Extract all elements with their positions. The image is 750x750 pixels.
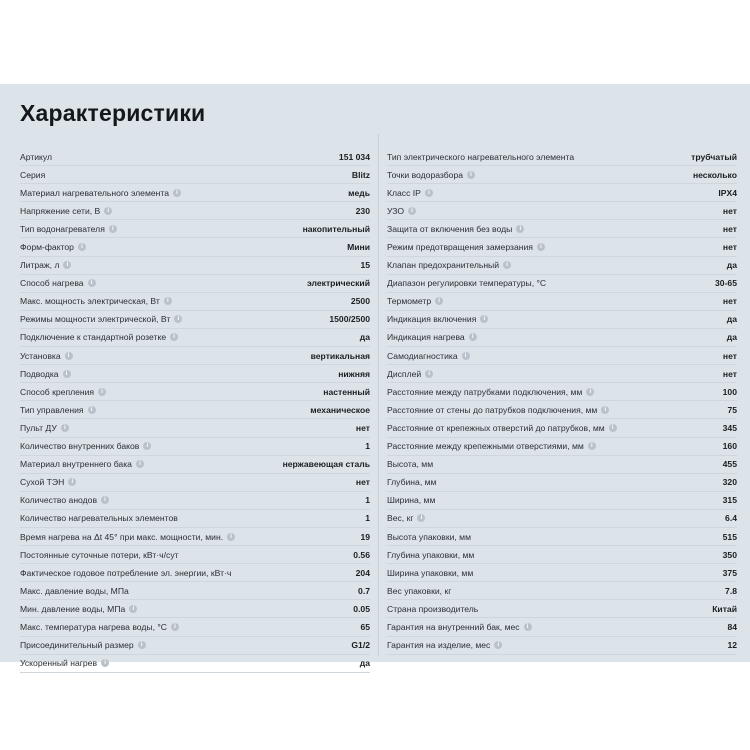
spec-label — [387, 405, 609, 415]
info-icon[interactable]: i — [63, 370, 71, 378]
spec-row — [20, 438, 370, 456]
spec-value: вертикальная — [310, 350, 370, 361]
spec-label — [20, 296, 172, 306]
spec-label — [20, 387, 106, 397]
spec-label-text: Самодиагностика — [387, 350, 458, 361]
spec-label-text: Расстояние от стены до патрубков подключения, мм — [387, 404, 598, 415]
spec-value: 160 — [722, 441, 737, 452]
spec-label-text: Мин. давление воды, МПа — [20, 603, 126, 614]
spec-value: да — [726, 314, 737, 325]
spec-label-text: Гарантия на изделие, мес — [387, 640, 491, 651]
spec-row — [20, 637, 370, 655]
spec-value: 65 — [360, 621, 370, 632]
spec-label — [20, 242, 86, 252]
spec-row — [20, 564, 370, 582]
spec-label-text: Ширина упаковки, мм — [387, 567, 474, 578]
spec-row — [20, 456, 370, 474]
spec-value: 6.4 — [725, 513, 737, 524]
spec-label — [387, 170, 475, 180]
info-icon[interactable]: i — [537, 243, 545, 251]
spec-label-text: Материал нагревательного элемента — [20, 187, 170, 198]
info-icon[interactable]: i — [469, 333, 477, 341]
spec-label-text: Способ крепления — [20, 386, 95, 397]
spec-value: 320 — [722, 477, 737, 488]
spec-value: нет — [722, 242, 737, 253]
spec-label-text: Режим предотвращения замерзания — [387, 242, 533, 253]
spec-row — [20, 347, 370, 365]
spec-label-text: Фактическое годовое потребление эл. энергии, кВт·ч — [20, 567, 232, 578]
spec-row — [20, 166, 370, 184]
spec-value: 455 — [722, 459, 737, 470]
spec-value: 350 — [722, 549, 737, 560]
spec-label — [20, 351, 73, 361]
spec-label — [20, 640, 146, 650]
spec-label — [20, 495, 109, 505]
spec-label-text: Тип управления — [20, 404, 84, 415]
spec-label — [387, 206, 416, 216]
spec-row — [387, 202, 737, 220]
info-icon[interactable]: i — [101, 659, 109, 667]
spec-label-text: Литраж, л — [20, 260, 60, 271]
spec-label — [20, 206, 112, 216]
info-icon[interactable]: i — [143, 442, 151, 450]
spec-label — [20, 513, 178, 523]
spec-row — [20, 365, 370, 383]
spec-label — [20, 459, 144, 469]
spec-row — [387, 600, 737, 618]
spec-row — [387, 492, 737, 510]
spec-row — [20, 329, 370, 347]
spec-row — [387, 329, 737, 347]
specs-column-left — [20, 148, 370, 669]
spec-label — [387, 296, 443, 306]
spec-label-text: Способ нагрева — [20, 278, 84, 289]
spec-label-text: Дисплей — [387, 368, 422, 379]
spec-row — [20, 510, 370, 528]
info-icon[interactable]: i — [136, 460, 144, 468]
spec-row — [20, 220, 370, 238]
spec-label-text: Присоединительный размер — [20, 640, 134, 651]
spec-label — [387, 495, 435, 505]
spec-label-text: Тип водонагревателя — [20, 223, 105, 234]
info-icon[interactable]: i — [65, 352, 73, 360]
info-icon[interactable]: i — [88, 279, 96, 287]
spec-value: 1 — [365, 441, 370, 452]
spec-label — [387, 224, 524, 234]
spec-label-text: Страна производитель — [387, 603, 479, 614]
spec-label — [387, 152, 574, 162]
spec-row — [387, 582, 737, 600]
spec-value: электрический — [306, 278, 370, 289]
spec-label — [20, 332, 178, 342]
info-icon[interactable]: i — [601, 406, 609, 414]
info-icon[interactable]: i — [417, 514, 425, 522]
spec-label-text: Класс IP — [387, 187, 421, 198]
spec-value: 1500/2500 — [329, 314, 370, 325]
spec-value: нет — [355, 422, 370, 433]
info-icon[interactable]: i — [173, 189, 181, 197]
spec-row — [20, 257, 370, 275]
spec-label — [387, 459, 433, 469]
spec-label-text: Количество нагревательных элементов — [20, 513, 178, 524]
info-icon[interactable]: i — [467, 171, 475, 179]
spec-row — [387, 166, 737, 184]
spec-row — [20, 600, 370, 618]
spec-label-text: Клапан предохранительный — [387, 260, 500, 271]
spec-label — [20, 152, 52, 162]
spec-value: нет — [722, 223, 737, 234]
specs-column-right — [387, 148, 737, 656]
spec-label-text: Режимы мощности электрической, Вт — [20, 314, 171, 325]
spec-label — [20, 369, 71, 379]
spec-label — [387, 242, 545, 252]
spec-row — [20, 655, 370, 673]
spec-label-text: Тип электрического нагревательного элемента — [387, 151, 575, 162]
column-divider — [378, 134, 379, 656]
spec-value: 0.56 — [353, 549, 370, 560]
spec-value: 230 — [355, 205, 370, 216]
spec-label-text: Высота упаковки, мм — [387, 531, 471, 542]
spec-label — [387, 260, 511, 270]
spec-row — [20, 582, 370, 600]
specs-panel — [0, 84, 750, 669]
info-icon[interactable]: i — [68, 478, 76, 486]
info-icon[interactable]: i — [435, 297, 443, 305]
spec-row — [387, 564, 737, 582]
spec-label — [387, 314, 488, 324]
spec-label — [20, 586, 129, 596]
spec-label — [20, 405, 96, 415]
spec-label — [387, 188, 433, 198]
spec-label-text: Время нагрева на Δt 45° при макс. мощности, мин. — [20, 531, 224, 542]
spec-label-text: Глубина, мм — [387, 477, 437, 488]
spec-value: Мини — [347, 242, 370, 253]
spec-label-text: Гарантия на внутренний бак, мес — [387, 621, 520, 632]
info-icon[interactable]: i — [170, 333, 178, 341]
spec-row — [20, 184, 370, 202]
spec-value: медь — [348, 187, 370, 198]
spec-label — [387, 423, 617, 433]
spec-row — [387, 220, 737, 238]
spec-row — [20, 148, 370, 166]
spec-row — [387, 546, 737, 564]
spec-row — [387, 456, 737, 474]
spec-label — [387, 387, 594, 397]
spec-row — [387, 365, 737, 383]
info-icon[interactable]: i — [98, 388, 106, 396]
spec-value: 2500 — [350, 296, 370, 307]
page-title: Характеристики — [20, 100, 206, 126]
info-icon[interactable]: i — [503, 261, 511, 269]
spec-row — [387, 528, 737, 546]
spec-label — [20, 314, 182, 324]
spec-row — [387, 618, 737, 636]
spec-label-text: Макс. давление воды, МПа — [20, 585, 129, 596]
spec-label-text: Глубина упаковки, мм — [387, 549, 475, 560]
spec-row — [387, 637, 737, 655]
info-icon[interactable]: i — [586, 388, 594, 396]
spec-label-text: Расстояние между патрубками подключения, мм — [387, 386, 583, 397]
info-icon[interactable]: i — [61, 424, 69, 432]
info-icon[interactable]: i — [425, 370, 433, 378]
spec-label-text: Вес, кг — [387, 513, 414, 524]
spec-label — [387, 550, 474, 560]
spec-label-text: Количество анодов — [20, 495, 98, 506]
spec-row — [387, 510, 737, 528]
spec-value: G1/2 — [351, 640, 370, 651]
info-icon[interactable]: i — [164, 297, 172, 305]
spec-label — [20, 423, 69, 433]
spec-value: 151 034 — [338, 151, 370, 162]
spec-label-text: Высота, мм — [387, 459, 434, 470]
spec-value: 375 — [722, 567, 737, 578]
info-icon[interactable]: i — [462, 352, 470, 360]
spec-row — [20, 383, 370, 401]
spec-value: 100 — [722, 386, 737, 397]
spec-label — [20, 188, 181, 198]
spec-row — [20, 618, 370, 636]
spec-row — [20, 202, 370, 220]
spec-value: 75 — [727, 404, 737, 415]
spec-label — [20, 278, 96, 288]
spec-row — [387, 148, 737, 166]
info-icon[interactable]: i — [174, 315, 182, 323]
spec-row — [387, 347, 737, 365]
spec-label-text: Термометр — [387, 296, 432, 307]
info-icon[interactable]: i — [88, 406, 96, 414]
spec-row — [387, 184, 737, 202]
info-icon[interactable]: i — [494, 641, 502, 649]
spec-value: нет — [722, 296, 737, 307]
spec-value: Blitz — [351, 169, 370, 180]
spec-label — [20, 622, 179, 632]
spec-value: 7.8 — [725, 585, 737, 596]
spec-label-text: Вес упаковки, кг — [387, 585, 452, 596]
info-icon[interactable]: i — [171, 623, 179, 631]
spec-label — [20, 170, 45, 180]
spec-value: 12 — [727, 640, 737, 651]
spec-label — [20, 224, 117, 234]
spec-label — [20, 260, 71, 270]
spec-value: 315 — [722, 495, 737, 506]
spec-label-text: Ширина, мм — [387, 495, 436, 506]
spec-value: да — [359, 332, 370, 343]
spec-label-text: Установка — [20, 350, 61, 361]
info-icon[interactable]: i — [63, 261, 71, 269]
spec-label-text: Напряжение сети, В — [20, 205, 101, 216]
info-icon[interactable]: i — [129, 605, 137, 613]
spec-row — [20, 401, 370, 419]
spec-value: нет — [722, 368, 737, 379]
spec-row — [387, 293, 737, 311]
spec-label-text: Расстояние от крепежных отверстий до патрубков, мм — [387, 422, 605, 433]
spec-value: 515 — [722, 531, 737, 542]
spec-label-text: Материал внутреннего бака — [20, 459, 132, 470]
spec-label-text: Макс. температура нагрева воды, °С — [20, 621, 167, 632]
spec-value: нержавеющая сталь — [282, 459, 370, 470]
spec-value: несколько — [692, 169, 737, 180]
spec-value: 30-65 — [715, 278, 737, 289]
spec-row — [387, 257, 737, 275]
spec-label-text: Диапазон регулировки температуры, °С — [387, 278, 547, 289]
spec-label — [387, 604, 478, 614]
spec-label-text: Форм-фактор — [20, 242, 74, 253]
spec-value: нет — [722, 350, 737, 361]
spec-label-text: Артикул — [20, 151, 53, 162]
spec-row — [387, 383, 737, 401]
spec-row — [20, 275, 370, 293]
spec-value: нет — [355, 477, 370, 488]
spec-row — [387, 474, 737, 492]
info-icon[interactable]: i — [609, 424, 617, 432]
spec-row — [20, 238, 370, 256]
spec-row — [20, 419, 370, 437]
spec-label-text: Сухой ТЭН — [20, 477, 65, 488]
spec-value: 1 — [365, 495, 370, 506]
spec-label — [20, 604, 137, 614]
info-icon[interactable]: i — [408, 207, 416, 215]
spec-row — [387, 419, 737, 437]
info-icon[interactable]: i — [138, 641, 146, 649]
info-icon[interactable]: i — [78, 243, 86, 251]
spec-label — [20, 532, 235, 542]
spec-label-text: Индикация нагрева — [387, 332, 465, 343]
spec-label — [20, 658, 109, 668]
spec-row — [20, 474, 370, 492]
spec-label — [387, 586, 451, 596]
spec-value: да — [726, 332, 737, 343]
spec-value: да — [726, 260, 737, 271]
spec-label — [387, 369, 433, 379]
info-icon[interactable]: i — [524, 623, 532, 631]
info-icon[interactable]: i — [425, 189, 433, 197]
info-icon[interactable]: i — [227, 533, 235, 541]
spec-value: 0.7 — [358, 585, 370, 596]
spec-row — [387, 401, 737, 419]
info-icon[interactable]: i — [480, 315, 488, 323]
spec-label-text: УЗО — [387, 205, 405, 216]
spec-row — [20, 546, 370, 564]
spec-label-text: Индикация включения — [387, 314, 477, 325]
spec-label-text: Макс. мощность электрическая, Вт — [20, 296, 160, 307]
info-icon[interactable]: i — [101, 496, 109, 504]
spec-value: трубчатый — [691, 151, 737, 162]
info-icon[interactable]: i — [516, 225, 524, 233]
spec-row — [20, 492, 370, 510]
spec-label — [387, 513, 425, 523]
spec-label — [387, 278, 546, 288]
spec-row — [387, 275, 737, 293]
spec-value: механическое — [310, 404, 370, 415]
spec-label — [20, 568, 231, 578]
spec-value: 19 — [360, 531, 370, 542]
spec-row — [20, 293, 370, 311]
info-icon[interactable]: i — [104, 207, 112, 215]
spec-label-text: Защита от включения без воды — [387, 223, 513, 234]
spec-value: настенный — [323, 386, 370, 397]
spec-value: нет — [722, 205, 737, 216]
spec-row — [20, 528, 370, 546]
spec-label — [387, 640, 502, 650]
spec-label — [20, 477, 76, 487]
spec-value: 0.05 — [353, 603, 370, 614]
spec-row — [387, 311, 737, 329]
spec-label-text: Серия — [20, 169, 46, 180]
spec-value: да — [359, 658, 370, 669]
spec-value: 15 — [360, 260, 370, 271]
spec-label-text: Точки водоразбора — [387, 169, 464, 180]
spec-label — [387, 441, 596, 451]
spec-label-text: Подводка — [20, 368, 59, 379]
spec-label-text: Постоянные суточные потери, кВт·ч/сут — [20, 549, 179, 560]
info-icon[interactable]: i — [109, 225, 117, 233]
spec-value: 204 — [355, 567, 370, 578]
spec-label — [387, 532, 471, 542]
spec-label — [387, 477, 436, 487]
spec-label-text: Расстояние между крепежными отверстиями, мм — [387, 441, 584, 452]
spec-label — [20, 441, 151, 451]
spec-label-text: Ускоренный нагрев — [20, 658, 98, 669]
spec-value: Китай — [712, 603, 737, 614]
spec-label — [387, 568, 473, 578]
spec-value: 1 — [365, 513, 370, 524]
spec-label — [387, 351, 470, 361]
spec-value: накопительный — [302, 223, 370, 234]
spec-label-text: Пульт ДУ — [20, 422, 57, 433]
info-icon[interactable]: i — [588, 442, 596, 450]
spec-row — [20, 311, 370, 329]
spec-label — [20, 550, 179, 560]
spec-row — [387, 438, 737, 456]
spec-row — [387, 238, 737, 256]
spec-value: нижняя — [338, 368, 370, 379]
spec-value: IPX4 — [718, 187, 737, 198]
spec-label-text: Количество внутренних баков — [20, 441, 140, 452]
spec-value: 345 — [722, 422, 737, 433]
spec-label — [387, 622, 532, 632]
spec-label — [387, 332, 477, 342]
spec-value: 84 — [727, 621, 737, 632]
spec-label-text: Подключение к стандартной розетке — [20, 332, 167, 343]
